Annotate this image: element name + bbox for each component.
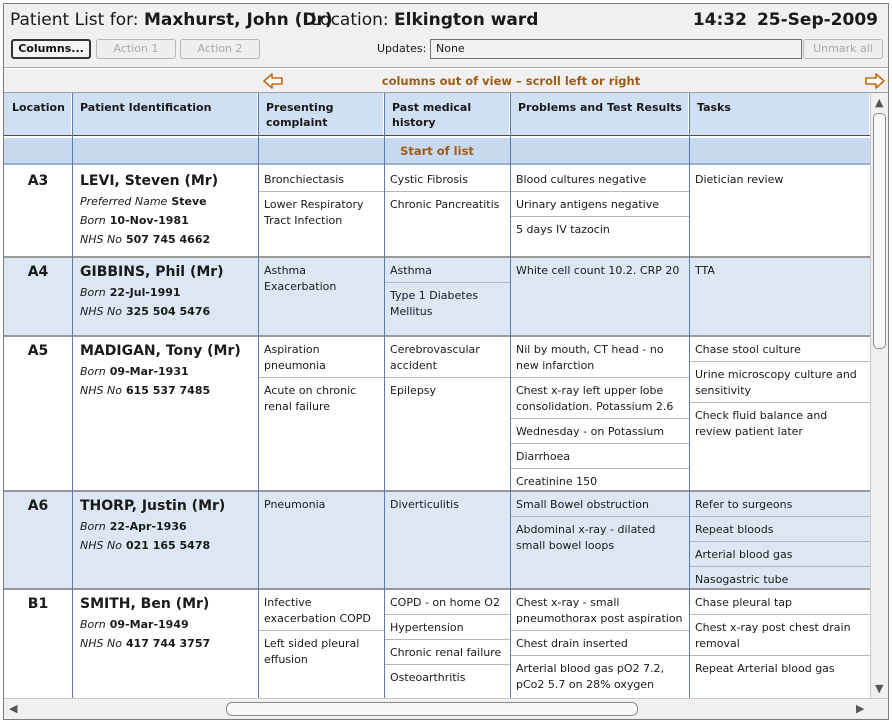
list-item[interactable]: Creatinine 150 [516, 475, 598, 488]
born-line [80, 615, 258, 634]
date-time [693, 10, 878, 30]
clinician-name: Maxhurst, John (Dr) [143, 10, 333, 30]
list-item[interactable]: Asthma [384, 258, 510, 283]
column-header-tasks[interactable]: Tasks [689, 93, 870, 135]
patient-list-title [10, 10, 333, 30]
patient-row[interactable] [4, 167, 870, 258]
tasks-cell [689, 492, 870, 591]
born-line [80, 211, 258, 230]
date-of-birth: 22-Apr-1936 [109, 520, 187, 533]
current-time: 14:32 [692, 10, 747, 30]
scroll-right-icon[interactable]: ▶ [856, 702, 865, 715]
column-header-problems[interactable]: Problems and Test Results [510, 93, 689, 135]
unmark-all-button[interactable]: Unmark all [803, 39, 883, 59]
action-2-button[interactable]: Action 2 [180, 39, 260, 59]
list-item[interactable]: Arterial blood gas pO2 7.2, pCo2 5.7 on 28% oxygen [516, 662, 665, 691]
tasks-cell [689, 590, 870, 680]
location-title [311, 10, 538, 30]
past-history-cell [384, 590, 510, 689]
list-item[interactable]: Chase pleural tap [689, 590, 870, 615]
list-item[interactable]: Cystic Fibrosis [384, 167, 510, 192]
nhs-label: NHS No [80, 233, 122, 246]
list-item[interactable]: Chase stool culture [689, 337, 870, 362]
column-scroll-hint-bar [4, 69, 888, 93]
nhs-number: 021 165 5478 [125, 539, 211, 552]
list-item[interactable]: Nasogastric tube [695, 573, 789, 586]
patient-identification [80, 498, 258, 555]
nhs-label: NHS No [80, 384, 122, 397]
location-name: Elkington ward [394, 10, 539, 30]
list-item[interactable]: Wednesday - on Potassium [510, 419, 689, 444]
patient-list-window [3, 3, 889, 720]
list-item[interactable]: White cell count 10.2. CRP 20 [516, 264, 680, 277]
scroll-down-icon[interactable]: ▼ [875, 682, 884, 695]
bed-location: A6 [27, 498, 49, 514]
list-item[interactable]: Chronic renal failure [384, 640, 510, 665]
nhs-line [80, 381, 258, 400]
nhs-label: NHS No [80, 305, 122, 318]
column-header-location[interactable]: Location [4, 93, 72, 135]
updates-label: Updates: [377, 42, 427, 55]
patient-table [4, 93, 870, 698]
list-item[interactable]: Diarrhoea [510, 444, 689, 469]
location-label: Location: [311, 10, 389, 30]
past-history-cell [384, 258, 510, 323]
horizontal-scrollbar[interactable] [4, 698, 888, 719]
list-item[interactable]: Repeat bloods [689, 517, 870, 542]
nhs-label: NHS No [80, 539, 122, 552]
list-item[interactable]: Acute on chronic renal failure [264, 384, 357, 413]
date-of-birth: 22-Jul-1991 [109, 286, 181, 299]
past-history-cell [384, 167, 510, 216]
patient-name[interactable]: GIBBINS, Phil (Mr) [80, 264, 224, 280]
problems-cell [510, 590, 689, 696]
column-header-patient-id[interactable]: Patient Identification [72, 93, 258, 135]
patient-row[interactable] [4, 492, 870, 590]
list-item[interactable]: Chest x-ray - small pneumothorax post aspiration [510, 590, 689, 631]
list-item[interactable]: Blood cultures negative [510, 167, 689, 192]
patient-name[interactable]: THORP, Justin (Mr) [80, 498, 226, 514]
preferred-name-line [80, 192, 258, 211]
list-item[interactable]: Osteoarthritis [390, 671, 466, 684]
nhs-line [80, 536, 258, 555]
list-item[interactable]: Urinary antigens negative [510, 192, 689, 217]
patient-identification [80, 343, 258, 400]
start-of-list-bar: Start of list [4, 138, 870, 165]
born-label: Born [80, 365, 106, 378]
nhs-number: 507 745 4662 [125, 233, 211, 246]
list-item[interactable]: 5 days IV tazocin [516, 223, 610, 236]
patient-row[interactable] [4, 337, 870, 492]
columns-button[interactable]: Columns... [11, 39, 91, 59]
scroll-hint-text: columns out of view – scroll left or right [381, 74, 641, 88]
patient-name[interactable]: LEVI, Steven (Mr) [80, 173, 219, 189]
problems-cell [510, 337, 689, 493]
list-item[interactable]: Arterial blood gas [689, 542, 870, 567]
bed-location: A5 [27, 343, 49, 359]
list-item[interactable]: Chronic Pancreatitis [390, 198, 500, 211]
list-item[interactable]: Refer to surgeons [689, 492, 870, 517]
column-divider [258, 93, 259, 698]
list-item[interactable]: COPD - on home O2 [384, 590, 510, 615]
list-item[interactable]: Infective exacerbation COPD [258, 590, 384, 631]
list-item[interactable]: TTA [695, 264, 715, 277]
list-item[interactable]: Hypertension [384, 615, 510, 640]
born-label: Born [80, 214, 106, 227]
born-label: Born [80, 286, 106, 299]
date-of-birth: 09-Mar-1949 [109, 618, 189, 631]
list-item[interactable]: Epilepsy [390, 384, 437, 397]
tasks-cell [689, 258, 870, 282]
born-line [80, 362, 258, 381]
past-history-cell [384, 337, 510, 402]
bed-location: B1 [27, 596, 49, 612]
nhs-number: 325 504 5476 [125, 305, 211, 318]
list-item[interactable]: Left sided pleural effusion [264, 637, 360, 666]
nhs-line [80, 302, 258, 321]
born-label: Born [80, 520, 106, 533]
presenting-complaint-cell [258, 590, 384, 671]
bed-location: A3 [27, 173, 49, 189]
list-item[interactable]: Asthma Exacerbation [264, 264, 337, 293]
problems-cell [510, 492, 689, 557]
list-item[interactable]: Lower Respiratory Tract Infection [264, 198, 364, 227]
nhs-label: NHS No [80, 637, 122, 650]
list-item[interactable]: Chest x-ray post chest drain removal [689, 615, 870, 656]
born-line [80, 517, 258, 536]
list-item[interactable]: Check fluid balance and review patient later [695, 409, 828, 438]
problems-cell [510, 167, 689, 241]
patient-list-label: Patient List for: [10, 10, 139, 30]
list-item[interactable]: Nil by mouth, CT head - no new infarction [510, 337, 689, 378]
born-line [80, 283, 258, 302]
list-item[interactable]: Pneumonia [264, 498, 326, 511]
list-item[interactable]: Chest x-ray left upper lobe consolidation. Potassium 2.6 [510, 378, 689, 419]
patient-identification [80, 173, 258, 249]
preferred-name: Steve [171, 195, 207, 208]
action-1-button[interactable]: Action 1 [96, 39, 176, 59]
list-item[interactable]: Aspiration pneumonia [258, 337, 384, 378]
current-date: 25-Sep-2009 [756, 10, 878, 30]
column-divider [384, 93, 385, 698]
list-item[interactable]: Dietician review [695, 173, 784, 186]
nhs-line [80, 634, 258, 653]
scroll-left-icon[interactable]: ◀ [9, 702, 18, 715]
nhs-number: 615 537 7485 [125, 384, 211, 397]
born-label: Born [80, 618, 106, 631]
list-item[interactable]: Small Bowel obstruction [510, 492, 689, 517]
column-header-history[interactable]: Past medical history [384, 93, 510, 135]
vertical-scrollbar[interactable] [870, 93, 888, 698]
column-header-presenting[interactable]: Presenting complaint [258, 93, 384, 135]
list-item[interactable]: Repeat Arterial blood gas [695, 662, 835, 675]
presenting-complaint-cell [258, 337, 384, 418]
bed-location: A4 [27, 264, 49, 280]
list-item[interactable]: Bronchiectasis [258, 167, 384, 192]
vertical-scroll-thumb[interactable] [873, 113, 886, 349]
updates-field[interactable]: None [430, 39, 802, 59]
presenting-complaint-cell [258, 167, 384, 232]
scroll-up-icon[interactable]: ▲ [875, 96, 884, 109]
list-item[interactable]: Chest drain inserted [510, 631, 689, 656]
past-history-cell [384, 492, 510, 516]
header-bar [4, 4, 888, 68]
tasks-cell [689, 167, 870, 191]
presenting-complaint-cell [258, 492, 384, 516]
preferred-name-label: Preferred Name [80, 195, 168, 208]
list-item[interactable]: Diverticulitis [390, 498, 459, 511]
list-item[interactable]: Type 1 Diabetes Mellitus [390, 289, 479, 318]
patient-name[interactable]: MADIGAN, Tony (Mr) [80, 343, 241, 359]
nhs-line [80, 230, 258, 249]
list-item[interactable]: Urine microscopy culture and sensitivity [689, 362, 870, 403]
horizontal-scroll-thumb[interactable] [226, 702, 638, 716]
patient-identification [80, 264, 258, 321]
nhs-number: 417 744 3757 [125, 637, 211, 650]
column-divider [510, 93, 511, 698]
list-item[interactable]: Cerebrovascular accident [384, 337, 510, 378]
tasks-cell [689, 337, 870, 443]
column-divider [689, 93, 690, 698]
scroll-right-arrow-icon[interactable] [864, 71, 886, 91]
presenting-complaint-cell [258, 258, 384, 298]
column-divider [72, 93, 73, 698]
patient-name[interactable]: SMITH, Ben (Mr) [80, 596, 210, 612]
date-of-birth: 09-Mar-1931 [109, 365, 189, 378]
patient-identification [80, 596, 258, 653]
patient-row[interactable] [4, 590, 870, 698]
problems-cell [510, 258, 689, 282]
list-item[interactable]: Abdominal x-ray - dilated small bowel loops [516, 523, 656, 552]
date-of-birth: 10-Nov-1981 [109, 214, 189, 227]
patient-row[interactable] [4, 258, 870, 337]
